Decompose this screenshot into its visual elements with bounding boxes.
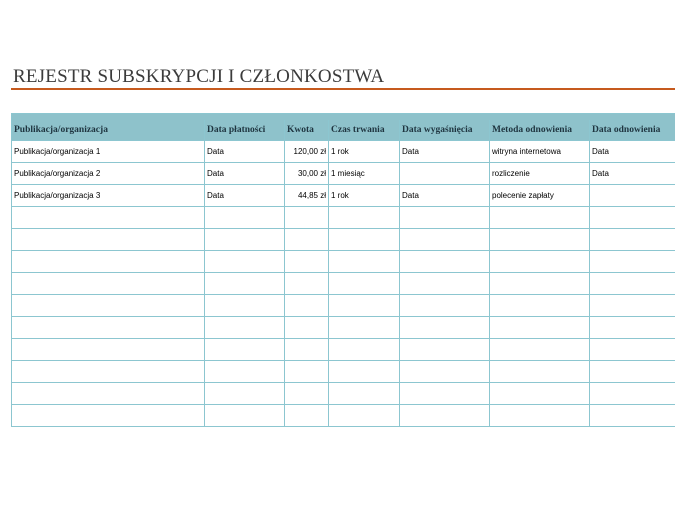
table-body [12, 141, 675, 427]
renewal-method-cell[interactable] [490, 317, 590, 339]
renewal-date-cell[interactable] [590, 383, 675, 405]
publication-cell[interactable] [12, 317, 205, 339]
payment-date-cell[interactable] [205, 317, 285, 339]
renewal-date-cell[interactable] [590, 295, 675, 317]
table-header-row [12, 120, 675, 141]
payment-date-cell[interactable]: Data [205, 163, 285, 185]
expiry-date-cell[interactable]: Data [400, 141, 490, 163]
publication-cell[interactable] [12, 339, 205, 361]
amount-cell[interactable] [285, 361, 329, 383]
duration-cell[interactable] [329, 383, 400, 405]
renewal-method-cell[interactable] [490, 273, 590, 295]
payment-date-cell[interactable] [205, 251, 285, 273]
expiry-date-cell[interactable] [400, 251, 490, 273]
column-header-expiry-date[interactable]: Data wygaśnięcia [400, 120, 490, 141]
amount-cell[interactable] [285, 229, 329, 251]
column-header-publication[interactable]: Publikacja/organizacja [12, 120, 205, 141]
renewal-method-cell[interactable] [490, 229, 590, 251]
renewal-method-cell[interactable] [490, 251, 590, 273]
renewal-method-cell[interactable] [490, 405, 590, 427]
column-header-renewal-method[interactable]: Metoda odnowienia [490, 120, 590, 141]
renewal-date-cell[interactable] [590, 185, 675, 207]
payment-date-cell[interactable] [205, 207, 285, 229]
publication-cell[interactable] [12, 405, 205, 427]
table-row [12, 339, 675, 361]
payment-date-cell[interactable]: Data [205, 185, 285, 207]
renewal-date-cell[interactable] [590, 229, 675, 251]
duration-cell[interactable] [329, 361, 400, 383]
table-row [12, 185, 675, 207]
expiry-date-cell[interactable] [400, 295, 490, 317]
table-row [12, 251, 675, 273]
renewal-date-cell[interactable]: Data [590, 141, 675, 163]
renewal-date-cell[interactable] [590, 273, 675, 295]
publication-cell[interactable]: Publikacja/organizacja 2 [12, 163, 205, 185]
table-row [12, 141, 675, 163]
renewal-method-cell[interactable]: witryna internetowa [490, 141, 590, 163]
renewal-date-cell[interactable]: Data [590, 163, 675, 185]
payment-date-cell[interactable] [205, 295, 285, 317]
expiry-date-cell[interactable] [400, 383, 490, 405]
renewal-date-cell[interactable] [590, 339, 675, 361]
publication-cell[interactable] [12, 251, 205, 273]
table-row [12, 273, 675, 295]
publication-cell[interactable]: Publikacja/organizacja 3 [12, 185, 205, 207]
table-row [12, 163, 675, 185]
amount-cell[interactable]: 120,00 zł [285, 141, 329, 163]
table-row [12, 229, 675, 251]
publication-cell[interactable] [12, 273, 205, 295]
duration-cell[interactable] [329, 317, 400, 339]
payment-date-cell[interactable] [205, 361, 285, 383]
renewal-method-cell[interactable] [490, 295, 590, 317]
expiry-date-cell[interactable] [400, 405, 490, 427]
expiry-date-cell[interactable] [400, 207, 490, 229]
duration-cell[interactable] [329, 405, 400, 427]
table-row [12, 207, 675, 229]
amount-cell[interactable]: 44,85 zł [285, 185, 329, 207]
renewal-method-cell[interactable] [490, 339, 590, 361]
publication-cell[interactable] [12, 383, 205, 405]
renewal-method-cell[interactable] [490, 383, 590, 405]
amount-cell[interactable] [285, 317, 329, 339]
duration-cell[interactable] [329, 295, 400, 317]
expiry-date-cell[interactable]: Data [400, 185, 490, 207]
publication-cell[interactable] [12, 361, 205, 383]
renewal-date-cell[interactable] [590, 405, 675, 427]
duration-cell[interactable] [329, 207, 400, 229]
duration-cell[interactable] [329, 229, 400, 251]
amount-cell[interactable] [285, 383, 329, 405]
publication-cell[interactable] [12, 295, 205, 317]
table-row [12, 405, 675, 427]
subscription-register-table [11, 113, 675, 427]
renewal-method-cell[interactable] [490, 361, 590, 383]
amount-cell[interactable] [285, 405, 329, 427]
renewal-method-cell[interactable] [490, 207, 590, 229]
expiry-date-cell[interactable] [400, 339, 490, 361]
column-header-duration[interactable]: Czas trwania [329, 120, 400, 141]
column-header-amount[interactable]: Kwota [285, 120, 329, 141]
expiry-date-cell[interactable] [400, 361, 490, 383]
page-title: REJESTR SUBSKRYPCJI I CZŁONKOSTWA [13, 66, 385, 87]
amount-cell[interactable] [285, 295, 329, 317]
renewal-date-cell[interactable] [590, 251, 675, 273]
payment-date-cell[interactable] [205, 339, 285, 361]
duration-cell[interactable] [329, 273, 400, 295]
amount-cell[interactable] [285, 273, 329, 295]
amount-cell[interactable]: 30,00 zł [285, 163, 329, 185]
duration-cell[interactable]: 1 rok [329, 141, 400, 163]
expiry-date-cell[interactable] [400, 163, 490, 185]
table-row [12, 383, 675, 405]
column-header-renewal-date[interactable]: Data odnowienia [590, 120, 675, 141]
renewal-method-cell[interactable]: rozliczenie [490, 163, 590, 185]
duration-cell[interactable] [329, 339, 400, 361]
payment-date-cell[interactable] [205, 405, 285, 427]
renewal-method-cell[interactable]: polecenie zapłaty [490, 185, 590, 207]
expiry-date-cell[interactable] [400, 229, 490, 251]
renewal-date-cell[interactable] [590, 207, 675, 229]
amount-cell[interactable] [285, 339, 329, 361]
payment-date-cell[interactable] [205, 229, 285, 251]
renewal-date-cell[interactable] [590, 361, 675, 383]
renewal-date-cell[interactable] [590, 317, 675, 339]
table-row [12, 317, 675, 339]
expiry-date-cell[interactable] [400, 317, 490, 339]
duration-cell[interactable]: 1 rok [329, 185, 400, 207]
amount-cell[interactable] [285, 251, 329, 273]
publication-cell[interactable]: Publikacja/organizacja 1 [12, 141, 205, 163]
amount-cell[interactable] [285, 207, 329, 229]
expiry-date-cell[interactable] [400, 273, 490, 295]
duration-cell[interactable] [329, 251, 400, 273]
table-row [12, 361, 675, 383]
publication-cell[interactable] [12, 207, 205, 229]
column-header-payment-date[interactable]: Data płatności [205, 120, 285, 141]
payment-date-cell[interactable] [205, 383, 285, 405]
duration-cell[interactable]: 1 miesiąc [329, 163, 400, 185]
title-divider [11, 88, 675, 90]
payment-date-cell[interactable] [205, 273, 285, 295]
publication-cell[interactable] [12, 229, 205, 251]
table-row [12, 295, 675, 317]
payment-date-cell[interactable]: Data [205, 141, 285, 163]
